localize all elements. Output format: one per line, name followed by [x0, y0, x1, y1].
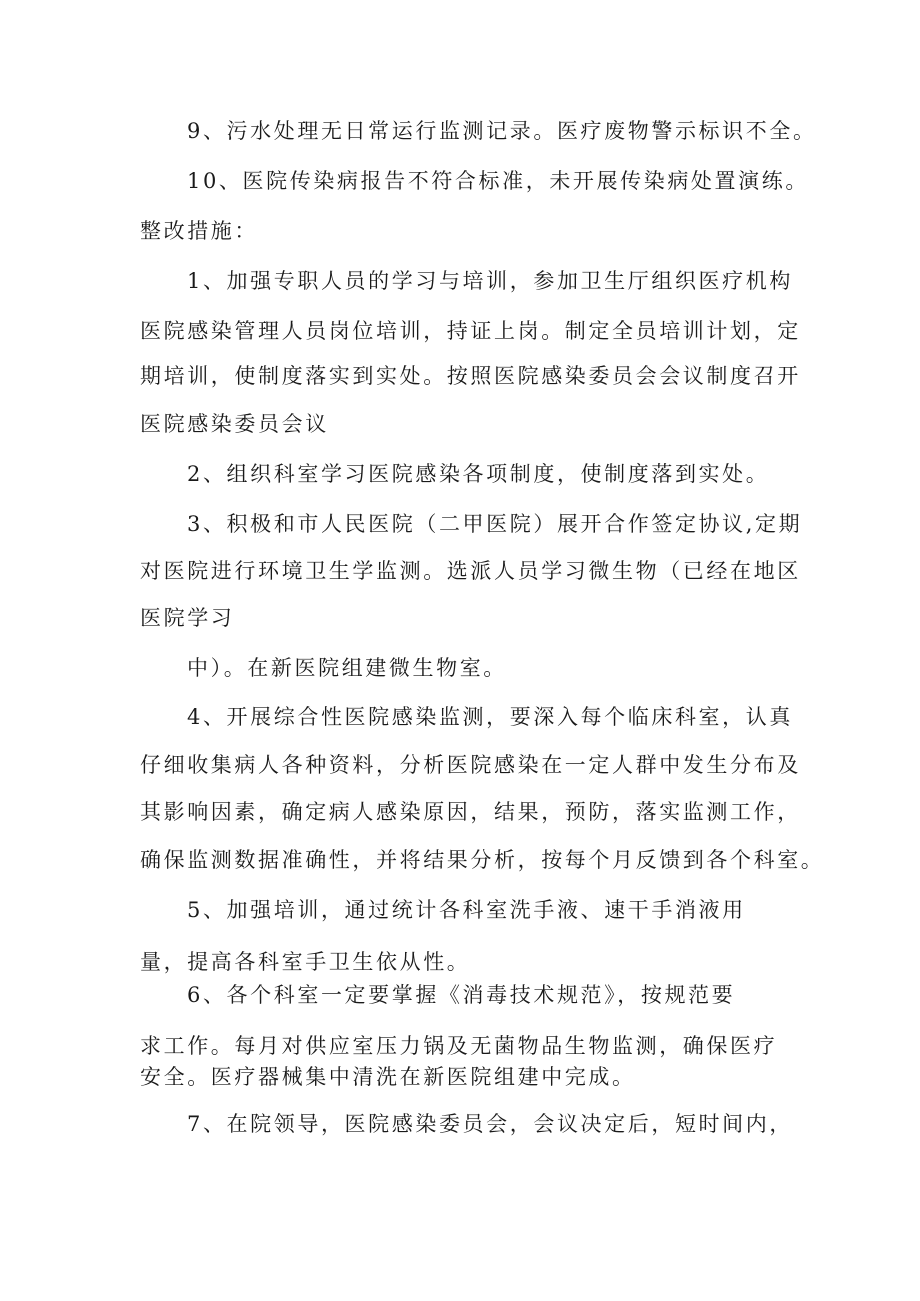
- text-line-measure-6-cont: 求工作。每月对供应室压力锅及无菌物品生物监测，确保医疗: [140, 1034, 778, 1058]
- text-line-measure-4: 4、开展综合性医院感染监测，要深入每个临床科室，认真: [187, 705, 793, 729]
- text-line-measure-6: 6、各个科室一定要掌握《消毒技术规范》，按规范要: [187, 983, 736, 1007]
- text-line-measure-4-cont: 确保监测数据准确性，并将结果分析，按每个月反馈到各个科室。: [140, 848, 825, 872]
- text-line-item-10: 10、医院传染病报告不符合标准，未开展传染病处置演练。: [187, 169, 809, 193]
- text-line-item-9: 9、污水处理无日常运行监测记录。医疗废物警示标识不全。: [187, 119, 817, 143]
- text-line-measure-7: 7、在院领导，医院感染委员会，会议决定后，短时间内，: [187, 1112, 793, 1136]
- text-line-measure-4-cont: 仔细收集病人各种资料，分析医院感染在一定人群中发生分布及: [140, 753, 801, 777]
- text-line-measure-4-cont: 其影响因素，确定病人感染原因，结果，预防，落实监测工作，: [140, 800, 801, 824]
- text-line-measure-6-cont: 安全。医疗器械集中清洗在新医院组建中完成。: [140, 1065, 636, 1089]
- text-line-measure-5: 5、加强培训，通过统计各科室洗手液、速干手消液用: [187, 898, 746, 922]
- section-heading-rectification: 整改措施：: [140, 219, 258, 243]
- text-line-measure-3-cont: 对医院进行环境卫生学监测。选派人员学习微生物（已经在地区: [140, 559, 801, 583]
- text-line-measure-1-cont: 医院感染管理人员岗位培训，持证上岗。制定全员培训计划，定: [140, 319, 801, 343]
- text-line-measure-2: 2、组织科室学习医院感染各项制度，使制度落到实处。: [187, 462, 770, 486]
- text-line-measure-1-cont: 期培训，使制度落实到实处。按照医院感染委员会会议制度召开: [140, 364, 801, 388]
- text-line-measure-3-cont: 中）。在新医院组建微生物室。: [187, 656, 507, 680]
- text-line-measure-5-cont: 量，提高各科室手卫生依从性。: [140, 950, 471, 974]
- text-line-measure-3-cont: 医院学习: [140, 606, 235, 630]
- text-line-measure-1: 1、加强专职人员的学习与培训，参加卫生厅组织医疗机构: [187, 269, 793, 293]
- text-line-measure-1-cont: 医院感染委员会议: [140, 412, 329, 436]
- text-line-measure-3: 3、积极和市人民医院（二甲医院）展开合作签定协议,定期: [187, 512, 803, 536]
